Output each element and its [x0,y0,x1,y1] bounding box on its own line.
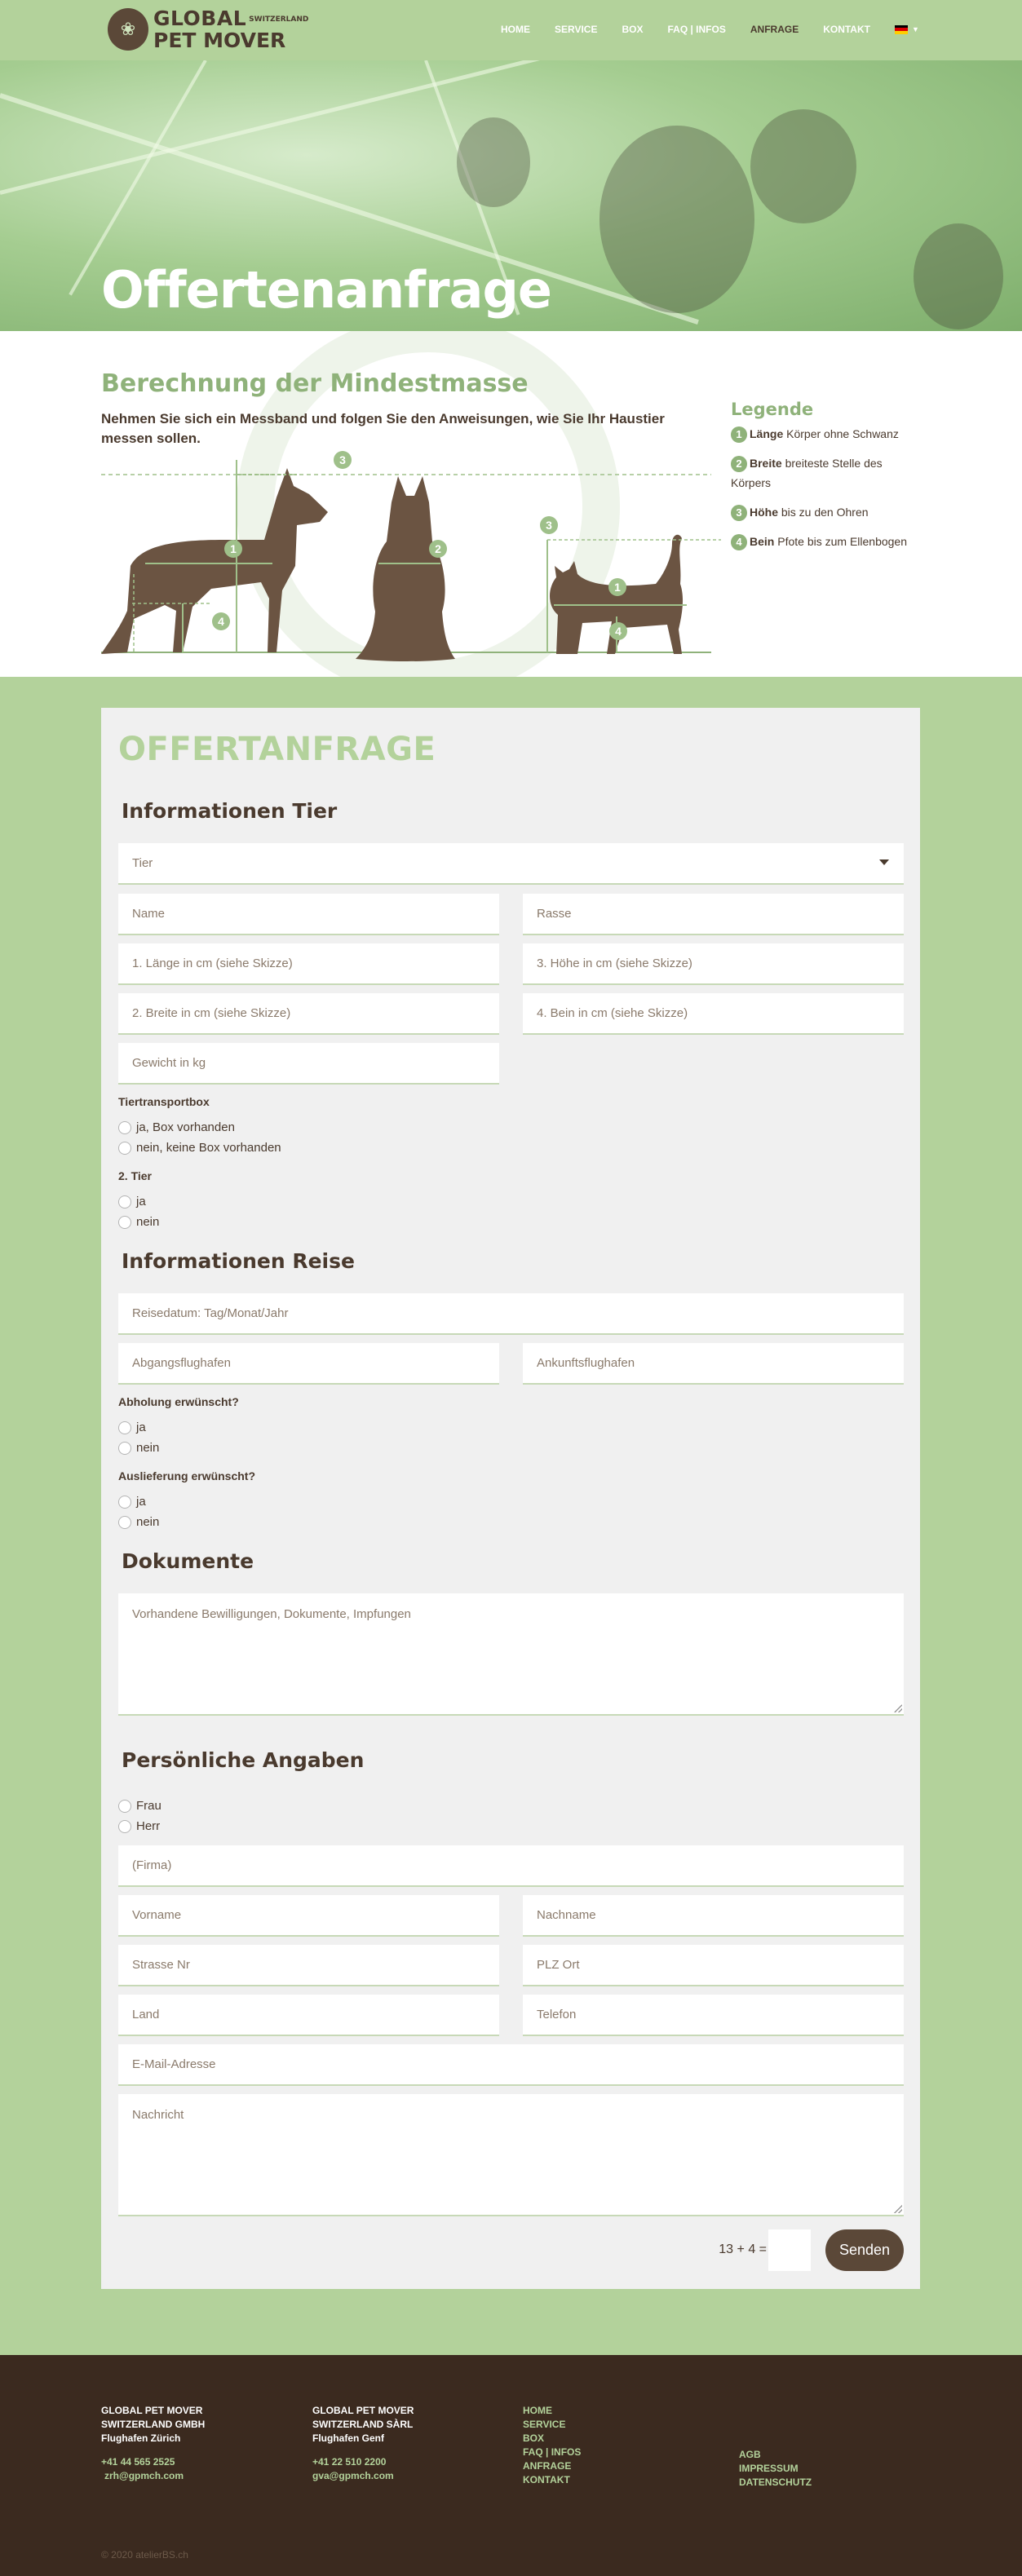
radio-label: nein [136,1515,160,1529]
nav-anfrage[interactable]: ANFRAGE [750,24,799,35]
section-heading-personal: Persönliche Angaben [122,1748,365,1772]
captcha-question: 13 + 4 = [719,2242,767,2256]
footer-company-type: SWITZERLAND GMBH [101,2419,206,2430]
country-field[interactable]: Land [118,1995,499,2036]
legend-item-leg [731,532,918,551]
footer-company-name: GLOBAL PET MOVER [101,2405,203,2416]
hero-banner [0,60,1022,331]
footer-company-name: GLOBAL PET MOVER [312,2405,414,2416]
footer-geneva [312,2404,414,2483]
footer-nav [523,2404,581,2487]
radio-label: ja [136,1195,146,1208]
site-header [0,0,1022,60]
resize-handle[interactable] [894,1704,902,1712]
marker-length-dog: 1 [230,542,237,555]
radio-label: ja [136,1421,146,1434]
logo-text-pet-mover: PET MOVER [153,28,286,52]
radio-circle [118,1121,131,1134]
height-field[interactable]: 3. Höhe in cm (siehe Skizze) [523,943,904,985]
phone-field[interactable]: Telefon [523,1995,904,2036]
section-heading-travel: Informationen Reise [122,1249,355,1273]
radio-label: ja, Box vorhanden [136,1120,235,1134]
radio-circle [118,1216,131,1229]
logo[interactable] [108,8,308,51]
nav-service[interactable]: SERVICE [555,24,598,35]
legend-term: Breite [750,457,782,470]
nav-kontakt[interactable]: KONTAKT [823,24,870,35]
nav-home[interactable]: HOME [501,24,530,35]
radio-pickup-yes[interactable] [118,1421,146,1434]
legend [731,400,918,561]
legend-number: 1 [731,426,747,443]
marker-leg-cat: 4 [615,625,622,638]
footer-nav-anfrage[interactable]: ANFRAGE [523,2460,572,2472]
paw-icon: ❀ [108,8,148,51]
legend-text: Körper ohne Schwanz [786,427,899,440]
legend-number: 4 [731,534,747,550]
transport-box-label: Tiertransportbox [118,1095,210,1108]
marker-height-cat: 3 [546,519,552,532]
nav-box[interactable]: BOX [622,24,644,35]
legend-text: breiteste Stelle des Körpers [731,457,883,489]
measure-intro: Nehmen Sie sich ein Messband und folgen Sie den Anweisungen, wie Sie Ihr Haustier messen sollen. [101,411,665,446]
legend-text: Pfote bis zum Ellenbogen [777,535,907,548]
radio-delivery-yes[interactable] [118,1495,146,1509]
marker-height-dog: 3 [339,453,346,466]
email-field[interactable]: E-Mail-Adresse [118,2044,904,2086]
measurement-section [0,331,1022,677]
radio-circle [118,1142,131,1155]
footer-email-link[interactable]: gva@gpmch.com [312,2470,394,2481]
radio-circle [118,1800,131,1813]
radio-label: Herr [136,1819,161,1833]
legend-text: bis zu den Ohren [781,506,869,519]
animal-type-select[interactable] [118,843,904,885]
radio-label: Frau [136,1799,161,1813]
zip-city-field[interactable]: PLZ Ort [523,1945,904,1986]
delivery-label: Auslieferung erwünscht? [118,1469,256,1482]
company-field[interactable]: (Firma) [118,1845,904,1887]
arrival-airport-field[interactable]: Ankunftsflughafen [523,1343,904,1385]
radio-label: nein [136,1215,160,1229]
footer-nav-service[interactable]: SERVICE [523,2419,566,2430]
radio-circle [118,1496,131,1509]
german-flag-icon [895,25,908,34]
legend-number: 2 [731,456,747,472]
length-field[interactable]: 1. Länge in cm (siehe Skizze) [118,943,499,985]
last-name-field[interactable]: Nachname [523,1895,904,1937]
language-switcher[interactable] [895,25,919,34]
travel-date-field[interactable]: Reisedatum: Tag/Monat/Jahr [118,1293,904,1335]
resize-handle[interactable] [894,2205,902,2213]
breed-field[interactable]: Rasse [523,894,904,935]
legend-item-length [731,424,918,444]
first-name-field[interactable]: Vorname [118,1895,499,1937]
footer-nav-faq[interactable]: FAQ | INFOS [523,2446,582,2458]
radio-label: nein [136,1441,160,1455]
logo-text-switzerland: SWITZERLAND [249,15,309,24]
pickup-label: Abholung erwünscht? [118,1395,239,1408]
footer-location: Flughafen Zürich [101,2432,181,2444]
footer-nav-kontakt[interactable]: KONTAKT [523,2474,570,2485]
radio-circle [118,1516,131,1529]
copyright: © 2020 atelierBS.ch [101,2549,188,2561]
section-heading-animal: Informationen Tier [122,799,338,823]
name-field[interactable]: Name [118,894,499,935]
legend-item-width [731,453,918,493]
form-title: OFFERTANFRAGE [118,731,436,768]
marker-length-cat: 1 [614,581,621,594]
street-field[interactable]: Strasse Nr [118,1945,499,1986]
second-animal-label: 2. Tier [118,1169,152,1182]
radio-circle [118,1421,131,1434]
marker-leg-dog: 4 [218,615,224,628]
textarea-placeholder: Vorhandene Bewilligungen, Dokumente, Impfungen [132,1607,411,1621]
captcha-input[interactable] [768,2229,811,2271]
measure-heading: Berechnung der Mindestmasse [101,369,529,398]
section-heading-documents: Dokumente [122,1549,254,1573]
radio-delivery-no[interactable] [118,1515,159,1529]
footer-phone-link[interactable]: +41 44 565 2525 [101,2456,175,2468]
footer-phone-link[interactable]: +41 22 510 2200 [312,2456,387,2468]
main-nav [501,24,919,35]
radio-pickup-no[interactable] [118,1441,159,1455]
select-value: Tier [132,856,153,870]
radio-herr[interactable] [118,1819,160,1833]
legend-number: 3 [731,505,747,521]
radio-box-no[interactable] [118,1141,281,1155]
radio-second-animal-yes[interactable] [118,1195,146,1208]
page-title: Offertenanfrage [101,260,551,320]
footer-link-datenschutz[interactable]: DATENSCHUTZ [739,2477,812,2488]
radio-circle [118,1442,131,1455]
departure-airport-field[interactable]: Abgangsflughafen [118,1343,499,1385]
footer-email-link[interactable]: zrh@gpmch.com [104,2470,184,2481]
footer-legal [739,2448,812,2490]
footer-company-type: SWITZERLAND SÀRL [312,2419,414,2430]
nav-faq[interactable]: FAQ | INFOS [667,24,726,35]
footer-link-agb[interactable]: AGB [739,2449,761,2460]
radio-frau[interactable] [118,1799,161,1813]
message-textarea[interactable] [118,2094,904,2216]
radio-circle [118,1195,131,1208]
radio-circle [118,1820,131,1833]
radio-second-animal-no[interactable] [118,1215,159,1229]
radio-label: nein, keine Box vorhanden [136,1141,281,1155]
legend-term: Bein [750,535,775,548]
radio-label: ja [136,1495,146,1509]
textarea-placeholder: Nachricht [132,2108,184,2122]
marker-width-dog: 2 [435,542,441,555]
logo-text-global: GLOBAL [153,7,247,31]
caret-down-icon [879,859,889,865]
legend-item-height [731,502,918,522]
radio-box-yes[interactable] [118,1120,235,1134]
footer-link-impressum[interactable]: IMPRESSUM [739,2463,799,2474]
offer-request-form [101,708,920,2289]
leg-field[interactable]: 4. Bein in cm (siehe Skizze) [523,993,904,1035]
legend-term: Länge [750,427,784,440]
measurement-diagram [101,444,721,665]
chevron-down-icon: ▼ [911,25,919,33]
footer-zurich [101,2404,205,2483]
weight-field[interactable]: Gewicht in kg [118,1043,499,1085]
footer-nav-home[interactable]: HOME [523,2405,552,2416]
footer-location: Flughafen Genf [312,2432,384,2444]
send-button[interactable]: Senden [825,2229,904,2271]
width-field[interactable]: 2. Breite in cm (siehe Skizze) [118,993,499,1035]
documents-textarea[interactable] [118,1593,904,1716]
footer-nav-box[interactable]: BOX [523,2432,545,2444]
site-footer [0,2355,1022,2576]
legend-title: Legende [731,400,814,419]
legend-term: Höhe [750,506,778,519]
